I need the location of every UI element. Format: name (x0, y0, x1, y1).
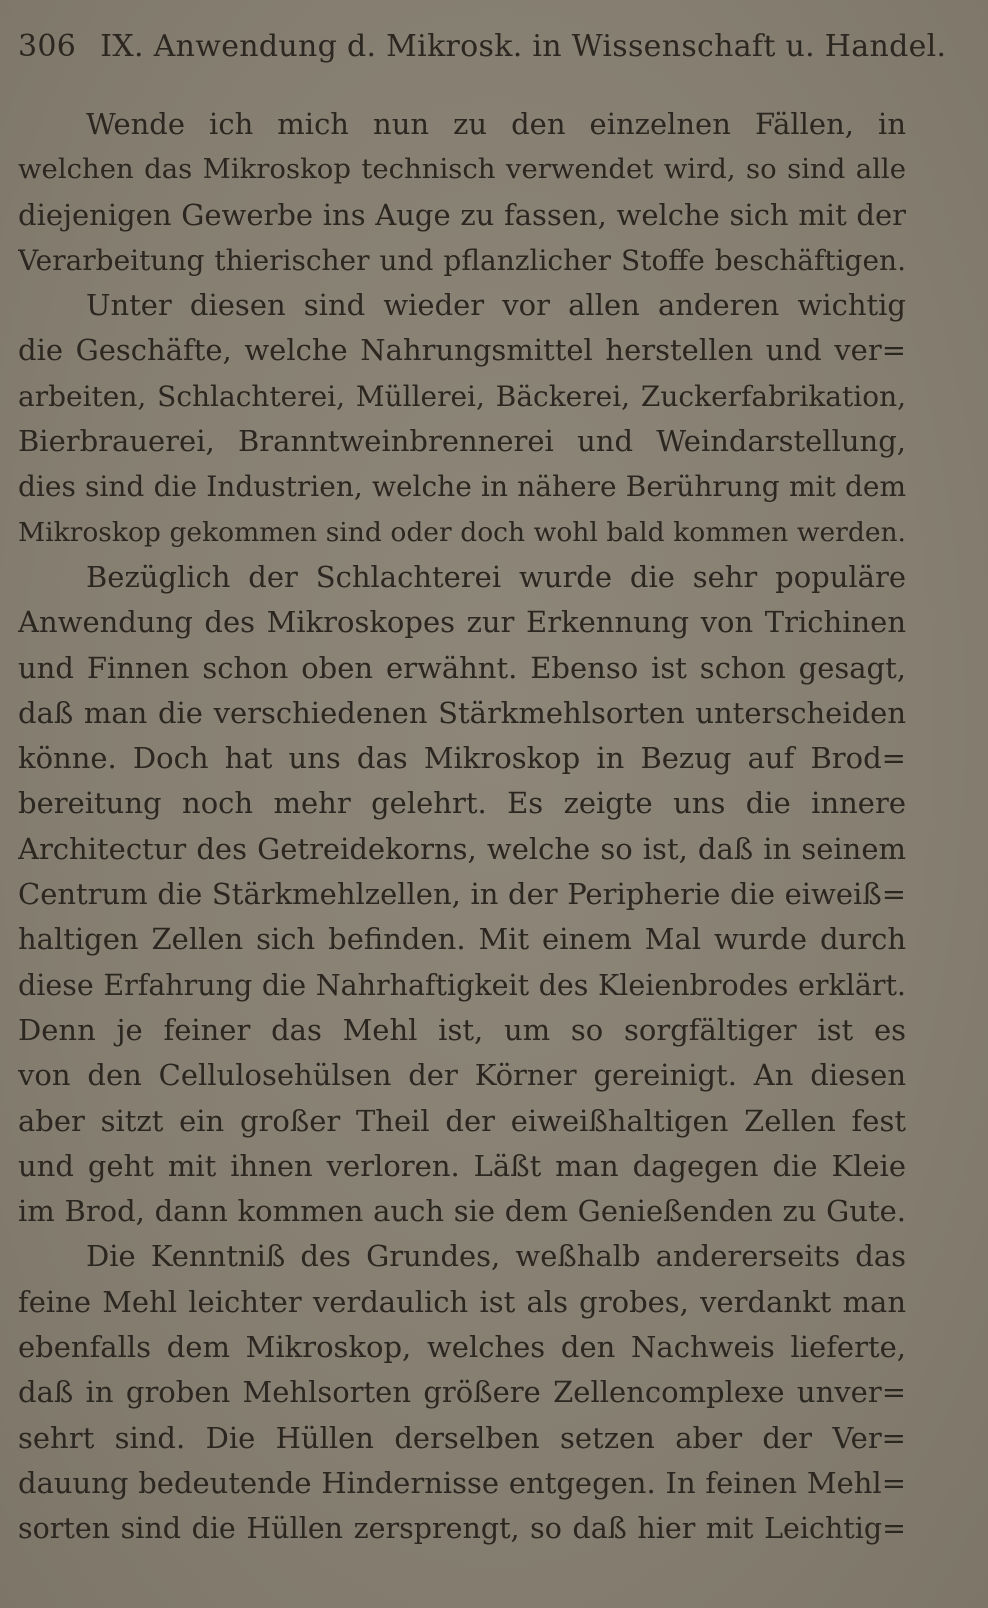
text-line: arbeiten, Schlachterei, Müllerei, Bäckerei, Zuckerfabrikation, (18, 379, 906, 413)
text-line: die Geschäfte, welche Nahrungsmittel herstellen und ver= (18, 333, 906, 368)
paragraph (18, 1234, 906, 1551)
text-line: bereitung noch mehr gelehrt. Es zeigte uns die innere (18, 786, 906, 821)
text-line: Mikroskop gekommen sind oder doch wohl bald kommen werden. (18, 516, 906, 548)
text-line: Architectur des Getreidekorns, welche so ist, daß in seinem (18, 831, 906, 866)
text-line: dauung bedeutende Hindernisse entgegen. In feinen Mehl= (18, 1465, 906, 1500)
text-line: Unter diesen sind wieder vor allen anderen wichtig (86, 288, 906, 323)
paragraph (18, 555, 906, 1234)
text-line: aber sitzt ein großer Theil der eiweißhaltigen Zellen fest (18, 1103, 906, 1138)
text-line: ebenfalls dem Mikroskop, welches den Nachweis lieferte, (18, 1330, 906, 1365)
text-line: dies sind die Industrien, welche in nähere Berührung mit dem (18, 470, 906, 504)
text-line: daß in groben Mehlsorten größere Zellencomplexe unver= (18, 1375, 906, 1410)
body-text (18, 102, 906, 1552)
running-title: IX. Anwendung d. Mikrosk. in Wissenschaft u. Handel. (100, 29, 947, 64)
text-line: haltigen Zellen sich befinden. Mit einem Mal wurde durch (18, 922, 906, 957)
text-line: Denn je feiner das Mehl ist, um so sorgfältiger ist es (18, 1012, 906, 1047)
text-line: Die Kenntniß des Grundes, weßhalb andererseits das (86, 1239, 906, 1274)
text-line: Bierbrauerei, Branntweinbrennerei und Weindarstellung, (18, 424, 906, 459)
text-line: sorten sind die Hüllen zersprengt, so daß hier mit Leichtig= (18, 1512, 906, 1546)
text-line: diese Erfahrung die Nahrhaftigkeit des Kleienbrodes erklärt. (18, 968, 906, 1002)
text-line: im Brod, dann kommen auch sie dem Genießenden zu Gute. (18, 1194, 906, 1229)
paragraph (18, 283, 906, 555)
text-line: Anwendung des Mikroskopes zur Erkennung von Trichinen (18, 605, 906, 640)
text-line: welchen das Mikroskop technisch verwendet wird, so sind alle (18, 153, 906, 186)
running-header (18, 22, 947, 72)
text-line: feine Mehl leichter verdaulich ist als grobes, verdankt man (18, 1284, 906, 1319)
text-line: von den Cellulosehülsen der Körner gereinigt. An diesen (18, 1058, 906, 1093)
page-number: 306 (18, 29, 77, 64)
text-line: Verarbeitung thierischer und pflanzlicher Stoffe beschäftigen. (18, 243, 906, 277)
text-line: und Finnen schon oben erwähnt. Ebenso ist schon gesagt, (18, 650, 906, 685)
text-line: daß man die verschiedenen Stärkmehlsorten unterscheiden (18, 695, 906, 730)
text-line: Wende ich mich nun zu den einzelnen Fällen, in (86, 107, 906, 141)
text-line: könne. Doch hat uns das Mikroskop in Bezug auf Brod= (18, 741, 906, 776)
text-line: Bezüglich der Schlachterei wurde die sehr populäre (86, 559, 906, 594)
text-line: diejenigen Gewerbe ins Auge zu fassen, welche sich mit der (18, 197, 906, 232)
paragraph (18, 102, 906, 283)
text-line: sehrt sind. Die Hüllen derselben setzen aber der Ver= (18, 1420, 906, 1455)
text-line: und geht mit ihnen verloren. Läßt man dagegen die Kleie (18, 1148, 906, 1183)
text-line: Centrum die Stärkmehlzellen, in der Peripherie die eiweiß= (18, 877, 906, 912)
